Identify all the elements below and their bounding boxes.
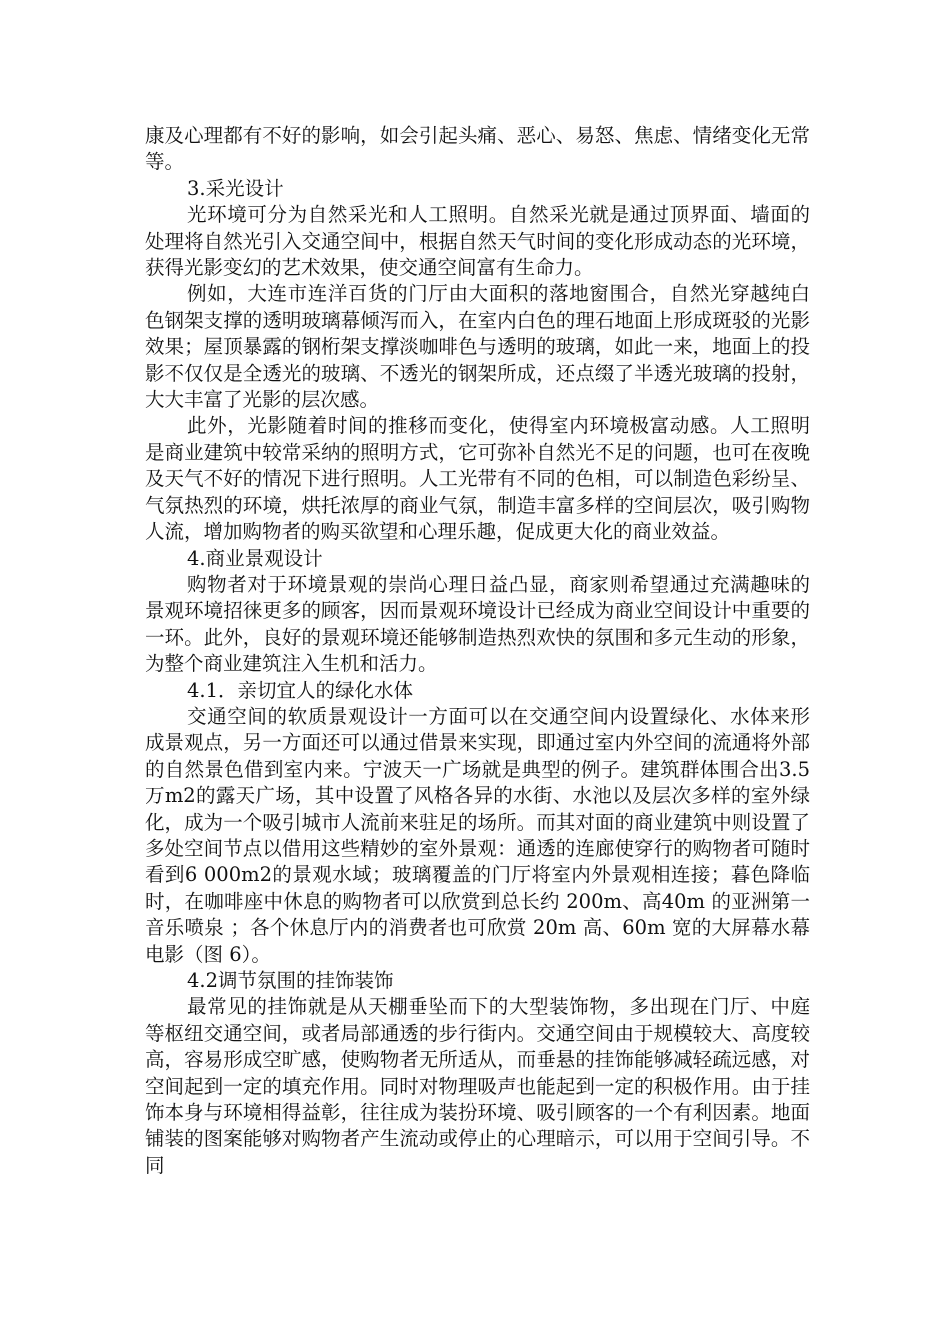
body-paragraph-1: 康及心理都有不好的影响，如会引起头痛、恶心、易怒、焦虑、情绪变化无常等。 [145,124,810,174]
body-paragraph-3: 例如，大连市连洋百货的门厅由大面积的落地窗围合，自然光穿越纯白色钢架支撑的透明玻璃幕倾泻而入，在室内白色的理石地面上形成斑驳的光影效果；屋顶暴露的钢桁架支撑淡咖啡色与透明的玻璃，如此一来，地面上的投影不仅仅是全透光的玻璃、不透光的钢架所成，还点缀了半透光玻璃的投射，大大丰富了光影的层次感。 [145,282,810,412]
body-paragraph-7: 最常见的挂饰就是从天棚垂坠而下的大型装饰物，多出现在门厅、中庭等枢纽交通空间，或者局部通透的步行街内。交通空间由于规模较大、高度较高，容易形成空旷感，使购物者无所适从，而垂悬的挂饰能够减轻疏远感，对空间起到一定的填充作用。同时对物理吸声也能起到一定的积极作用。由于挂饰本身与环境相得益彰，往往成为装扮环境、吸引顾客的一个有利因素。地面铺装的图案能够对购物者产生流动或停止的心理暗示，可以用于空间引导。不同 [145,995,810,1177]
document-page [145,123,810,1179]
body-paragraph-2: 光环境可分为自然采光和人工照明。自然采光就是通过顶界面、墙面的处理将自然光引入交通空间中，根据自然天气时间的变化形成动态的光环境，获得光影变幻的艺术效果，使交通空间富有生命力。 [145,203,810,280]
body-paragraph-6: 交通空间的软质景观设计一方面可以在交通空间内设置绿化、水体来形成景观点，另一方面还可以通过借景来实现，即通过室内外空间的流通将外部的自然景色借到室内来。宁波天一广场就是典型的例子。建筑群体围合出3.5万m2的露天广场，其中设置了风格各异的水街、水池以及层次多样的室外绿化，成为一个吸引城市人流前来驻足的场所。而其对面的商业建筑中则设置了多处空间节点以借用这些精妙的室外景观：通透的连廊使穿行的购物者可随时看到6 000m2的景观水域；玻璃覆盖的门厅将室内外景观相连接；暮色降临时，在咖啡座中休息的购物者可以欣赏到总长约 200m、高40m 的亚洲第一音乐喷泉 ；各个休息厅内的消费者也可欣赏 20m 高、60m 宽的大屏幕水幕电影（图 6）。 [145,704,810,966]
subsection-heading-ornaments: 4.2调节氛围的挂饰装饰 [187,969,394,992]
section-heading-lighting: 3.采光设计 [187,176,284,200]
body-paragraph-4: 此外，光影随着时间的推移而变化，使得室内环境极富动感。人工照明是商业建筑中较常采纳的照明方式，它可弥补自然光不足的问题，也可在夜晚及天气不好的情况下进行照明。人工光带有不同的色相，可以制造色彩纷呈、气氛热烈的环境，烘托浓厚的商业气氛，制造丰富多样的空间层次，吸引购物人流，增加购物者的购买欲望和心理乐趣，促成更大化的商业效益。 [145,414,810,544]
subsection-heading-greenery: 4.1．亲切宜人的绿化水体 [187,678,414,702]
section-heading-landscape: 4.商业景观设计 [187,546,323,570]
body-paragraph-5: 购物者对于环境景观的崇尚心理日益凸显，商家则希望通过充满趣味的景观环境招徕更多的顾客，因而景观环境设计已经成为商业空间设计中重要的一环。此外，良好的景观环境还能够制造热烈欢快的氛围和多元生动的形象，为整个商业建筑注入生机和活力。 [145,572,810,676]
